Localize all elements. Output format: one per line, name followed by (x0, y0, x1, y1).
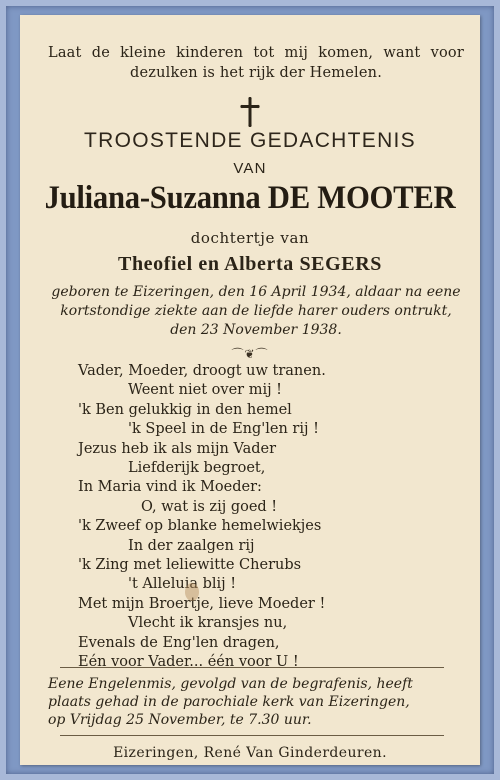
parents-names: Theofiel en Alberta SEGERS (118, 253, 382, 275)
poem-line: 'k Zweef op blanke hemelwiekjes (78, 518, 322, 535)
latin-cross-icon (20, 97, 480, 133)
poem-line: Vlecht ik kransjes nu, (128, 615, 288, 632)
poem-line: In der zaalgen rij (128, 537, 255, 554)
mass-line: plaats gehad in de parochiale kerk van Eizeringen, (48, 694, 410, 710)
divider-line (60, 735, 444, 736)
printer-imprint: Eizeringen, René Van Ginderdeuren. (113, 745, 387, 761)
poem-line: Weent niet over mij ! (128, 382, 283, 399)
card-title: TROOSTENDE GEDACHTENIS (84, 129, 416, 152)
ornament-divider: ⌒❦⌒ (231, 347, 269, 361)
poem-line: 'k Speel in de Eng'len rij ! (128, 421, 319, 438)
daughter-of-label: dochtertje van (190, 229, 310, 247)
poem-line: Jezus heb ik als mijn Vader (78, 440, 277, 457)
mass-line: Eene Engelenmis, gevolgd van de begrafenis, heeft (48, 676, 413, 692)
poem-line: Evenals de Eng'len dragen, (78, 634, 280, 651)
birth-death-text: geboren te Eizeringen, den 16 April 1934, aldaar na eene kortstondige ziekte aan de liefde harer ouders ontrukt, den 23 November 1938. (51, 284, 461, 338)
bible-verse: Laat de kleine kinderen tot mij komen, want voor dezulken is het rijk der Hemelen. (48, 45, 464, 81)
mass-line: op Vrijdag 25 November, te 7.30 uur. (48, 712, 312, 728)
poem-line: In Maria vind ik Moeder: (78, 479, 262, 496)
poem-line: Eén voor Vader... één voor U ! (78, 654, 299, 671)
poem-line: Liefderijk begroet, (128, 460, 266, 477)
funeral-mass-notice (48, 675, 464, 729)
poem-line: O, wat is zij goed ! (141, 498, 278, 515)
van-label: VAN (233, 160, 267, 177)
memorial-card (20, 15, 480, 765)
paper-stain (185, 583, 199, 601)
divider-line (60, 667, 444, 668)
poem-line: 'k Zing met leliewitte Cherubs (78, 557, 302, 574)
poem-line: Vader, Moeder, droogt uw tranen. (78, 363, 326, 379)
poem-line: 't Alleluia blij ! (128, 576, 237, 593)
deceased-name: Juliana-Suzanna DE MOOTER (44, 180, 456, 216)
poem-line: 'k Ben gelukkig in den hemel (78, 401, 292, 418)
poem-line: Met mijn Broertje, lieve Moeder ! (78, 595, 326, 612)
poem (78, 362, 458, 673)
